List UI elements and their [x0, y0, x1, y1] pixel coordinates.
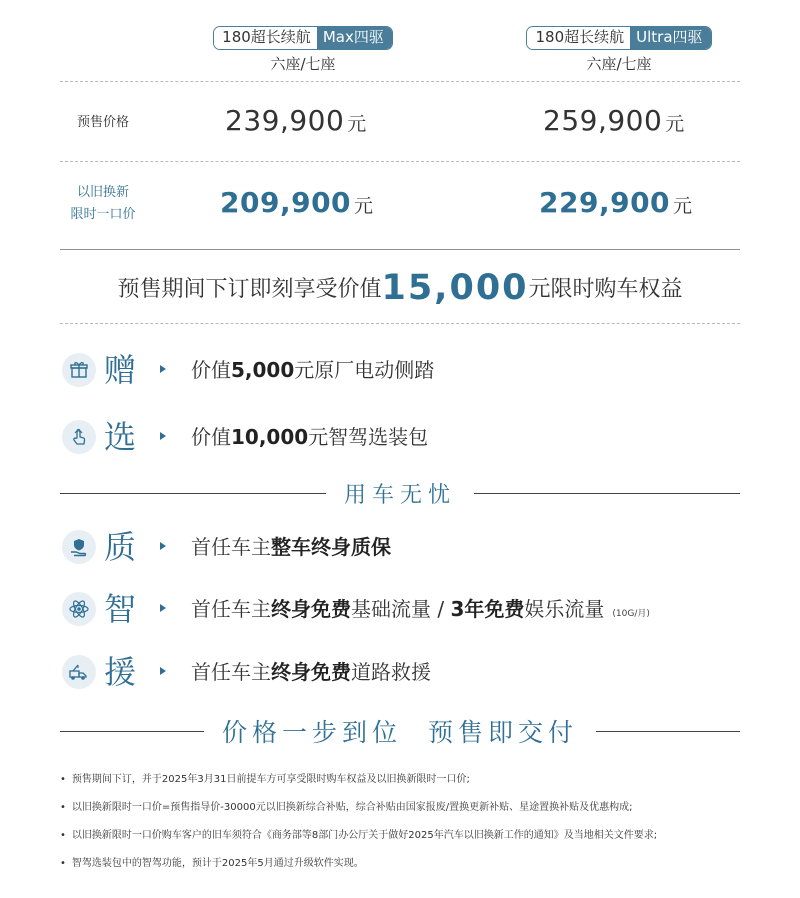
footnote: • 以旧换新限时一口价=预售指导价-30000元以旧换新综合补贴，综合补贴由国家报废/置换更新补贴、星途置换补贴及优惠构成;: [60, 794, 760, 822]
tow-truck-icon: [62, 655, 96, 689]
footnote: • 预售期间下订，并于2025年3月31日前提车方可享受限时购车权益及以旧换新限时一口价;: [60, 766, 760, 794]
tradein-label: [48, 182, 158, 226]
variant-ultra: [517, 26, 721, 74]
benefit-text: [191, 414, 428, 460]
text-bold: 终身免费: [271, 597, 351, 621]
section-title-text: 用车无忧: [344, 483, 457, 508]
price-unit: 元: [347, 113, 367, 135]
text-part: 基础流量 /: [351, 597, 451, 621]
promo-banner: [0, 268, 800, 308]
price-unit: 元: [673, 195, 693, 217]
benefit-char: 援: [104, 653, 137, 691]
tradein-label-line1: 以旧换新: [76, 185, 129, 200]
section-title-text: 价格一步到位 预售即交付: [222, 718, 578, 747]
footnotes: [60, 766, 760, 878]
title-line: [60, 493, 326, 494]
divider: [60, 161, 740, 162]
benefit-char: 赠: [104, 351, 137, 389]
variant-pill: [526, 26, 711, 50]
text-part: 首任车主: [191, 660, 271, 684]
presale-price-ultra: [543, 104, 685, 137]
benefit-char: 质: [104, 528, 137, 566]
touch-hand-icon: [62, 420, 96, 454]
variant-trim: Ultra四驱: [630, 27, 710, 49]
text-part: 元原厂电动侧踏: [294, 358, 435, 382]
benefit-char: 选: [104, 418, 137, 456]
benefit-char: 智: [104, 590, 137, 628]
triangle-right-icon: [160, 542, 166, 550]
text-bold: 10,000: [231, 425, 309, 449]
tradein-price-max: [220, 186, 374, 219]
tradein-price-ultra: [539, 186, 693, 219]
text-part: 娱乐流量: [524, 597, 605, 621]
triangle-right-icon: [160, 432, 166, 440]
text-part: 道路救援: [351, 660, 431, 684]
benefit-road-rescue: [60, 649, 750, 695]
text-part: 首任车主: [191, 535, 271, 559]
promo-text-after: 元限时购车权益: [528, 277, 683, 302]
price-value: 259,900: [543, 104, 663, 137]
triangle-right-icon: [160, 604, 166, 612]
price-value: 229,900: [539, 186, 671, 219]
presale-price-max: [225, 104, 367, 137]
title-line: [596, 731, 740, 732]
hand-shield-icon: [62, 530, 96, 564]
variant-seats: 六座/七座: [586, 55, 652, 73]
benefit-gift: [60, 347, 750, 393]
variant-seats: 六座/七座: [270, 55, 336, 73]
variant-max: [205, 26, 401, 74]
footnote: • 以旧换新限时一口价购车客户的旧车须符合《商务部等8部门办公厅关于做好2025年汽车以旧换新工作的通知》及当地相关文件要求;: [60, 822, 760, 850]
atom-network-icon: [62, 592, 96, 626]
text-part: 元智驾选装包: [308, 425, 429, 449]
price-value: 209,900: [220, 186, 352, 219]
benefit-text: [191, 524, 391, 570]
benefit-warranty: [60, 524, 750, 570]
section-title-delivery: [60, 713, 740, 749]
price-value: 239,900: [225, 104, 345, 137]
variant-range: 180超长续航: [527, 27, 630, 49]
triangle-right-icon: [160, 667, 166, 675]
text-bold: 3年免费: [450, 597, 525, 621]
footnote: • 智驾选装包中的智驾功能，预计于2025年5月通过升级软件实现。: [60, 850, 760, 878]
price-unit: 元: [354, 195, 374, 217]
divider: [60, 249, 740, 250]
title-line: [474, 493, 740, 494]
presale-label: 预售价格: [76, 115, 129, 130]
benefit-text: [191, 649, 431, 695]
text-bold: 终身免费: [271, 660, 351, 684]
promo-amount: 15,000: [381, 268, 529, 308]
text-part: 价值: [191, 358, 231, 382]
variant-range: 180超长续航: [214, 27, 317, 49]
benefit-text: [191, 347, 434, 393]
text-small: (10G/月): [612, 609, 650, 619]
text-bold: 整车终身质保: [271, 535, 391, 559]
text-part: 首任车主: [191, 597, 271, 621]
benefit-option-pack: [60, 414, 750, 460]
text-part: 价值: [191, 425, 231, 449]
triangle-right-icon: [160, 365, 166, 373]
section-title-worry-free: [60, 478, 740, 509]
variant-trim: Max四驱: [317, 27, 392, 49]
divider: [60, 323, 740, 324]
benefit-data-traffic: [60, 586, 750, 632]
text-bold: 5,000: [231, 358, 295, 382]
tradein-label-line2: 限时一口价: [70, 207, 136, 222]
price-unit: 元: [665, 113, 685, 135]
divider: [60, 81, 740, 82]
title-line: [60, 731, 204, 732]
promo-text-before: 预售期间下订即刻享受价值: [117, 277, 382, 302]
variant-pill: [213, 26, 393, 50]
benefit-text: [191, 586, 650, 637]
gift-icon: [62, 353, 96, 387]
